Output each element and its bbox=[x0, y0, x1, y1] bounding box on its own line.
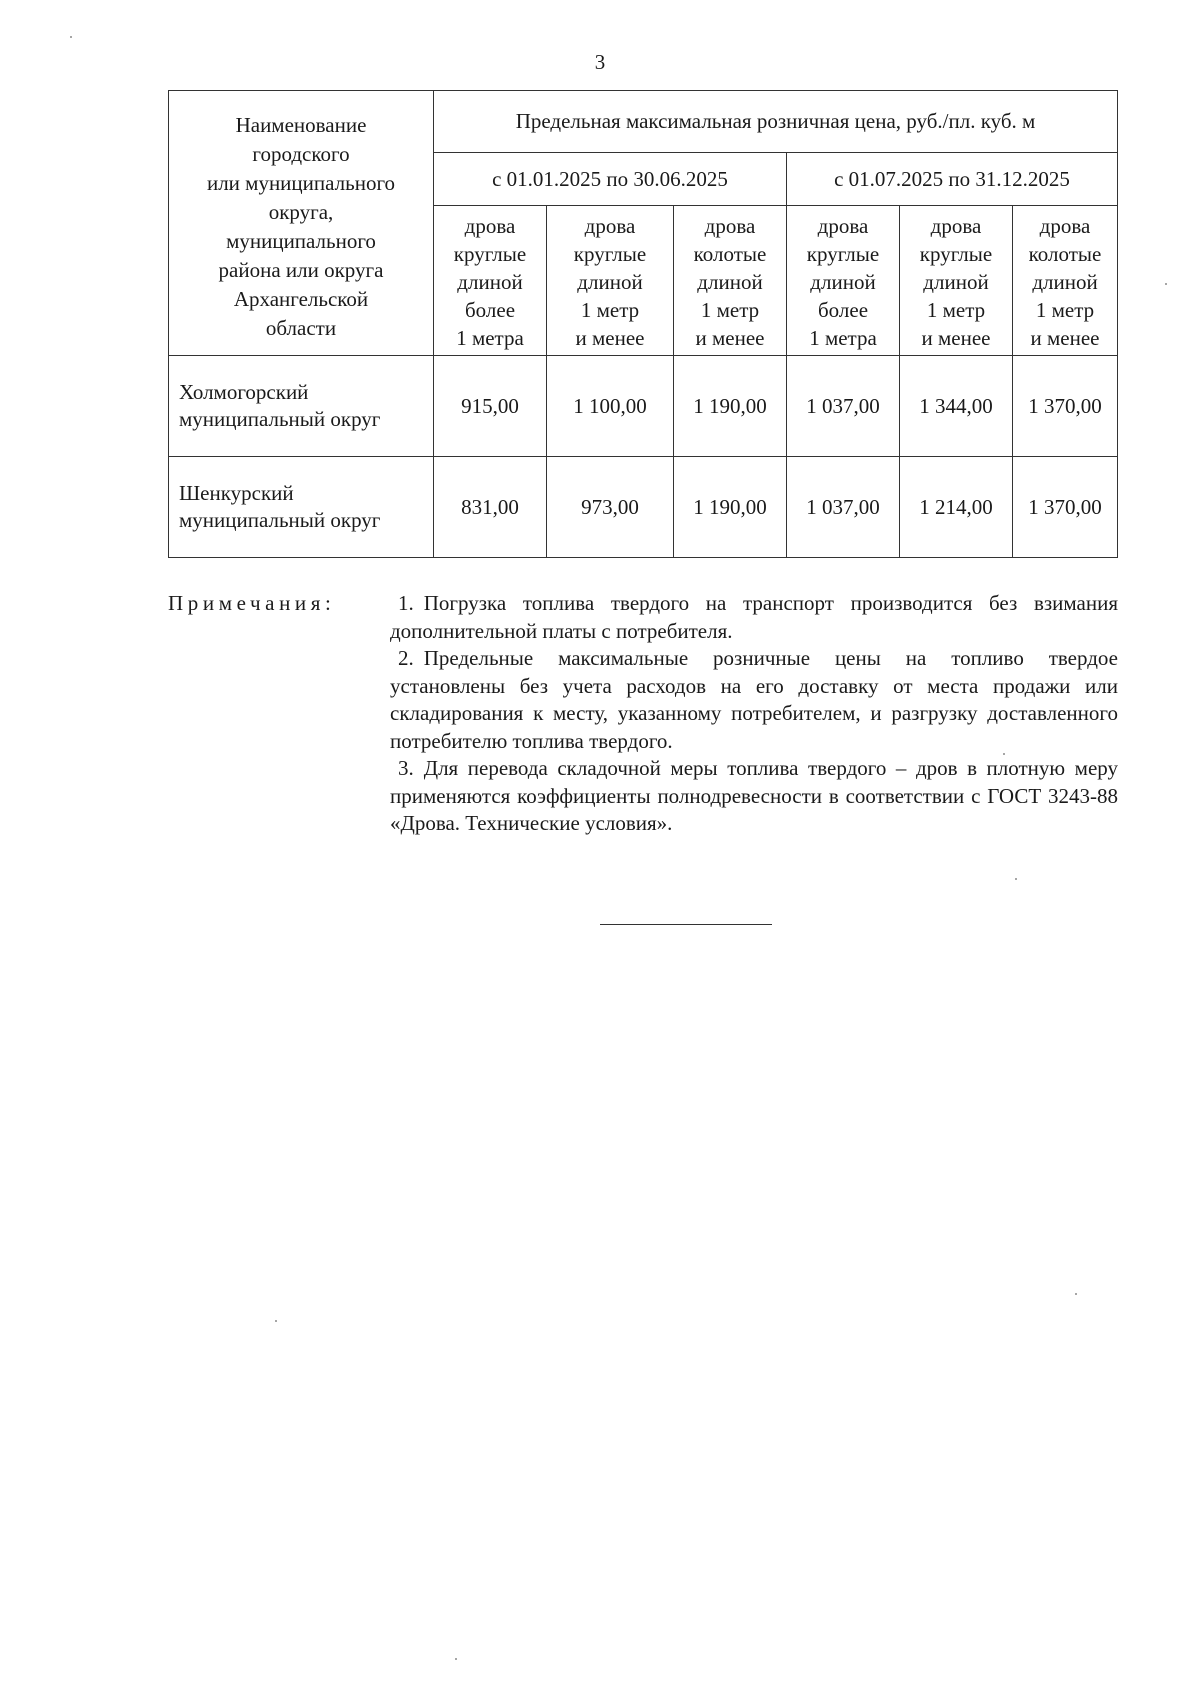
column-header bbox=[547, 206, 674, 356]
note-item bbox=[390, 755, 1118, 838]
column-header-line: 1 метр bbox=[700, 298, 760, 322]
note-number: 3. bbox=[398, 756, 414, 780]
column-header bbox=[434, 206, 547, 356]
column-header-line: дрова bbox=[464, 214, 516, 238]
note-text: Для перевода складочной меры топлива твердого – дров в плотную меру применяются коэффициенты полнодревесности в соответствии с ГОСТ 3243-88 «Дрова. Технические условия». bbox=[390, 756, 1118, 835]
column-header-line: круглые bbox=[919, 242, 993, 266]
region-header-line: округа, bbox=[268, 200, 334, 224]
scan-speck bbox=[275, 1320, 277, 1322]
column-header-line: длиной bbox=[697, 270, 763, 294]
scan-speck bbox=[455, 1658, 457, 1660]
column-header-line: длиной bbox=[577, 270, 643, 294]
note-item bbox=[390, 645, 1118, 755]
column-header-line: дрова bbox=[817, 214, 869, 238]
column-header-line: дрова bbox=[1039, 214, 1091, 238]
column-header-line: более bbox=[464, 298, 516, 322]
region-name-cell bbox=[169, 356, 434, 457]
region-name-line: муниципальный округ bbox=[179, 508, 381, 532]
price-group-header: Предельная максимальная розничная цена, руб./пл. куб. м bbox=[434, 91, 1118, 153]
note-item bbox=[390, 590, 1118, 645]
region-header-line: Наименование bbox=[235, 113, 367, 137]
price-table bbox=[168, 90, 1118, 558]
notes-label: Примечания: bbox=[168, 591, 336, 615]
column-header-line: длиной bbox=[457, 270, 523, 294]
scan-speck bbox=[1165, 283, 1167, 285]
note-text: Погрузка топлива твердого на транспорт производится без взимания дополнительной платы с потребителя. bbox=[390, 591, 1118, 643]
scan-speck bbox=[1003, 753, 1005, 755]
column-header bbox=[900, 206, 1013, 356]
column-header bbox=[787, 206, 900, 356]
column-header-line: круглые bbox=[453, 242, 527, 266]
column-header-line: дрова bbox=[930, 214, 982, 238]
region-header-line: муниципального bbox=[226, 229, 376, 253]
note-number: 2. bbox=[398, 646, 414, 670]
region-header-line: области bbox=[265, 316, 337, 340]
region-name-line: муниципальный округ bbox=[179, 407, 381, 431]
document-end-rule bbox=[600, 924, 772, 925]
table-row bbox=[169, 457, 1118, 558]
region-header-line: Архангельской bbox=[233, 287, 369, 311]
price-cell: 1 370,00 bbox=[1013, 356, 1118, 457]
period-header-second-half: с 01.07.2025 по 31.12.2025 bbox=[787, 153, 1118, 206]
price-cell: 915,00 bbox=[434, 356, 547, 457]
column-header-line: и менее bbox=[1030, 326, 1100, 350]
scan-speck bbox=[1075, 1293, 1077, 1295]
column-header bbox=[674, 206, 787, 356]
column-header-line: и менее bbox=[921, 326, 991, 350]
price-cell: 831,00 bbox=[434, 457, 547, 558]
price-cell: 1 100,00 bbox=[547, 356, 674, 457]
column-header-line: длиной bbox=[810, 270, 876, 294]
region-name-line: Шенкурский bbox=[179, 481, 294, 505]
column-header-line: длиной bbox=[923, 270, 989, 294]
table-header-row-1 bbox=[169, 91, 1118, 153]
column-header-line: круглые bbox=[806, 242, 880, 266]
column-header-line: более bbox=[817, 298, 869, 322]
notes-list bbox=[390, 590, 1118, 838]
column-header-line: 1 метр bbox=[926, 298, 986, 322]
region-header-line: или муниципального bbox=[206, 171, 396, 195]
column-header-line: 1 метра bbox=[809, 326, 877, 350]
region-header-line: городского bbox=[252, 142, 350, 166]
note-text: Предельные максимальные розничные цены на топливо твердое установлены без учета расходов на его доставку от места продажи или складирования к месту, указанному потребителем, и разгрузку доставленного потребителю топлива твердого. bbox=[390, 646, 1118, 753]
scan-speck bbox=[1015, 878, 1017, 880]
period-header-first-half: с 01.01.2025 по 30.06.2025 bbox=[434, 153, 787, 206]
price-cell: 1 344,00 bbox=[900, 356, 1013, 457]
region-header-line: района или округа bbox=[218, 258, 384, 282]
column-header-line: дрова bbox=[584, 214, 636, 238]
column-header-line: 1 метр bbox=[580, 298, 640, 322]
column-header-line: 1 метр bbox=[1035, 298, 1095, 322]
region-name-line: Холмогорский bbox=[179, 380, 309, 404]
column-header-line: и менее bbox=[695, 326, 765, 350]
region-name-cell bbox=[169, 457, 434, 558]
column-header-line: колотые bbox=[693, 242, 767, 266]
column-header-line: длиной bbox=[1032, 270, 1098, 294]
column-header-line: дрова bbox=[704, 214, 756, 238]
price-cell: 1 190,00 bbox=[674, 356, 787, 457]
price-cell: 1 214,00 bbox=[900, 457, 1013, 558]
price-cell: 1 037,00 bbox=[787, 356, 900, 457]
page-number: 3 bbox=[594, 50, 606, 74]
price-cell: 973,00 bbox=[547, 457, 674, 558]
note-number: 1. bbox=[398, 591, 414, 615]
column-header-line: колотые bbox=[1028, 242, 1102, 266]
region-column-header bbox=[169, 91, 434, 356]
column-header-line: круглые bbox=[573, 242, 647, 266]
column-header bbox=[1013, 206, 1118, 356]
price-cell: 1 037,00 bbox=[787, 457, 900, 558]
column-header-line: и менее bbox=[575, 326, 645, 350]
price-cell: 1 190,00 bbox=[674, 457, 787, 558]
table-row bbox=[169, 356, 1118, 457]
column-header-line: 1 метра bbox=[456, 326, 524, 350]
scan-speck bbox=[70, 36, 72, 38]
price-cell: 1 370,00 bbox=[1013, 457, 1118, 558]
